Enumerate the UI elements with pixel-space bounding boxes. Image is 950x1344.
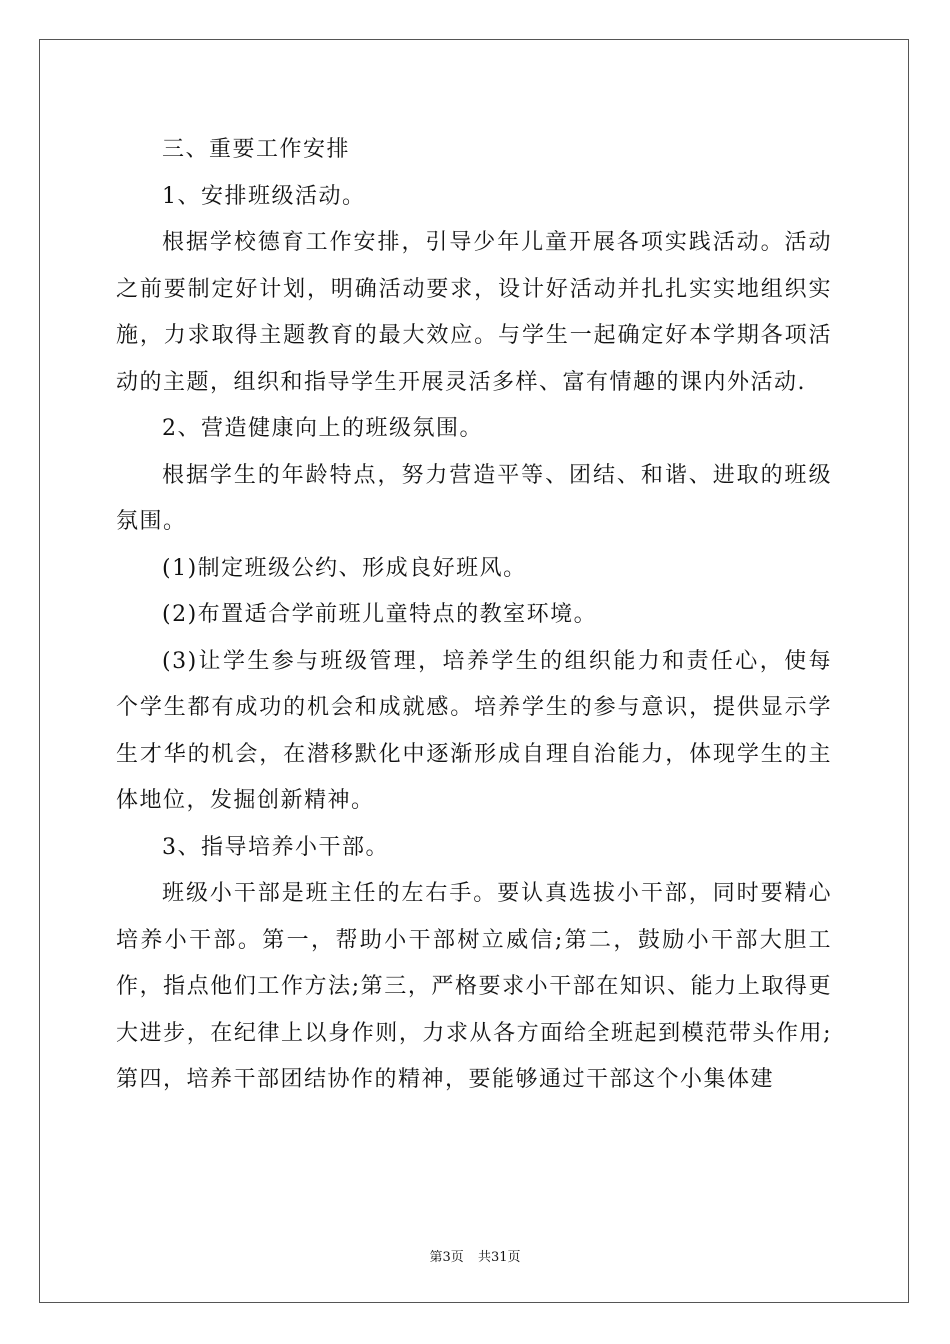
page-total: 共31页 bbox=[477, 1250, 521, 1265]
paragraph-activities: 根据学校德育工作安排，引导少年儿童开展各项实践活动。活动之前要制定好计划，明确活动要求，设计好活动并扎扎实实地组织实施，力求取得主题教育的最大效应。与学生一起确定好本学期各项活动的主题，组织和指导学生开展灵活多样、富有情趣的课内外活动. bbox=[116, 230, 832, 395]
subsection-heading-2: 2、营造健康向上的班级氛围。 bbox=[162, 416, 483, 441]
paragraph-cadres: 班级小干部是班主任的左右手。要认真选拔小干部，同时要精心培养小干部。第一，帮助小干部树立威信;第二，鼓励小干部大胆工作，指点他们工作方法;第三，严格要求小干部在知识、能力上取得更大进步，在纪律上以身作则，力求从各方面给全班起到模范带头作用;第四，培养干部团结协作的精神，要能够通过干部这个小集体建 bbox=[116, 881, 832, 1092]
document-body bbox=[116, 127, 832, 1104]
list-item-3: (3)让学生参与班级管理，培养学生的组织能力和责任心，使每个学生都有成功的机会和成就感。培养学生的参与意识，提供显示学生才华的机会，在潜移默化中逐渐形成自理自治能力，体现学生的主体地位，发掘创新精神。 bbox=[116, 648, 832, 813]
list-item-1: (1)制定班级公约、形成良好班风。 bbox=[162, 555, 527, 581]
page-number: 第3页 bbox=[429, 1250, 464, 1265]
subsection-heading-1: 1、安排班级活动。 bbox=[162, 183, 366, 209]
paragraph-atmosphere: 根据学生的年龄特点，努力营造平等、团结、和谐、进取的班级氛围。 bbox=[116, 462, 832, 534]
list-item-2: (2)布置适合学前班儿童特点的教室环境。 bbox=[162, 602, 598, 627]
page-footer bbox=[0, 1246, 950, 1265]
subsection-heading-3: 3、指导培养小干部。 bbox=[162, 834, 389, 860]
section-heading: 三、重要工作安排 bbox=[162, 137, 351, 162]
